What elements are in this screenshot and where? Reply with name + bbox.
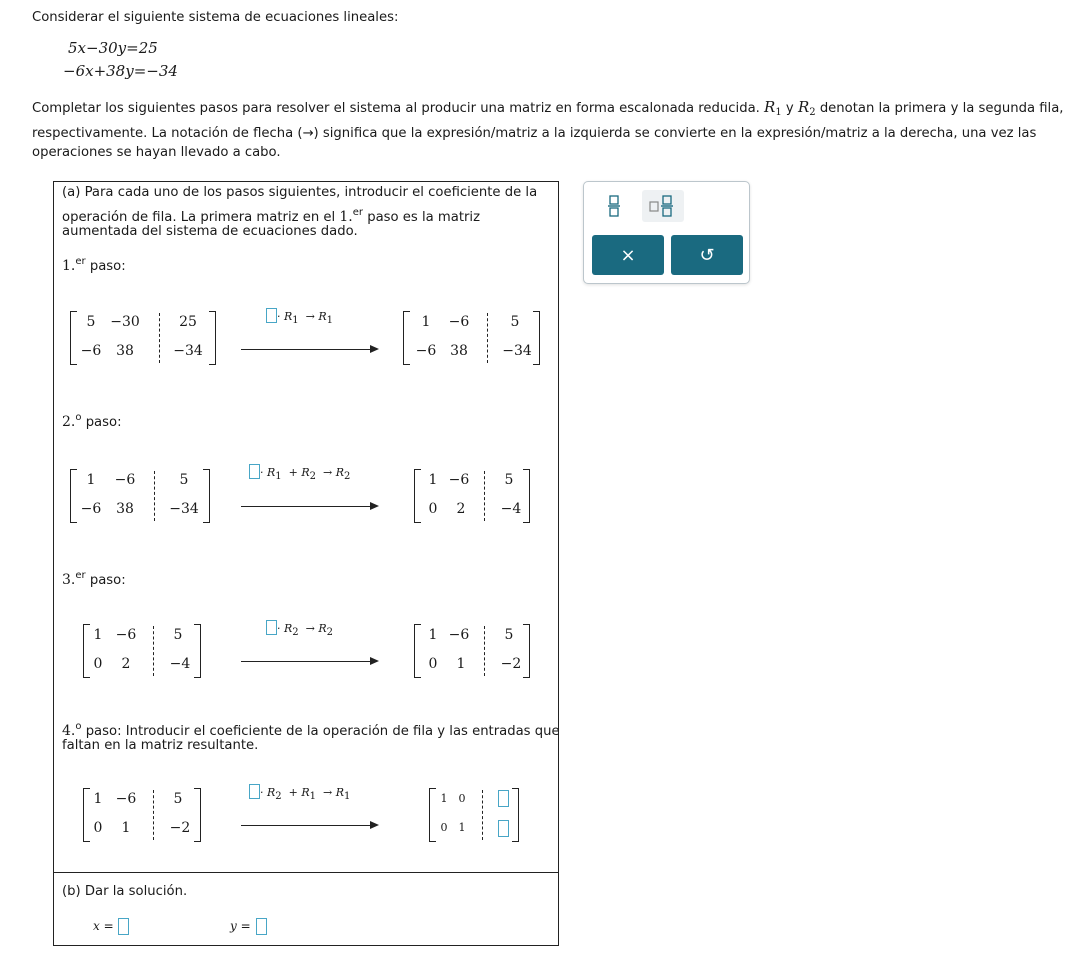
fraction-icon: [607, 194, 621, 218]
matrix-cell: −6: [114, 472, 136, 488]
step-1-right-matrix: [403, 311, 540, 365]
equation-2: −6x+38y=−34: [63, 62, 178, 80]
matrix-cell: 0: [93, 656, 103, 672]
step-2-right-matrix: [414, 469, 530, 523]
part-a-line-1: (a) Para cada uno de los pasos siguientes, introducir el coeficiente de la: [62, 185, 538, 200]
step-4-label-cont: faltan en la matriz resultante.: [62, 738, 259, 753]
step-3-left-matrix: [83, 624, 201, 678]
matrix-cell: −6: [80, 501, 102, 517]
step-4-label: 4.$^o$ paso: Introducir el coeficiente de la operación de fila y las entradas que: [62, 721, 560, 739]
fraction-button[interactable]: [596, 190, 632, 222]
y-answer-input[interactable]: [256, 918, 267, 935]
matrix-cell: 1: [93, 627, 103, 643]
matrix-cell: 2: [456, 501, 466, 517]
matrix-cell: −6: [80, 343, 102, 359]
matrix-cell: −6: [448, 314, 470, 330]
part-a-line-3: aumentada del sistema de ecuaciones dado.: [62, 224, 358, 239]
step-2-arrow: [241, 506, 371, 507]
mixed-number-button[interactable]: [642, 190, 684, 222]
step-4-right-matrix: [429, 788, 519, 842]
matrix-cell: 1: [428, 472, 438, 488]
matrix-cell: −6: [448, 627, 470, 643]
matrix-cell: 5: [179, 472, 189, 488]
result-entry-input[interactable]: [498, 820, 509, 837]
matrix-cell: 1: [86, 472, 96, 488]
matrix-cell: −6: [448, 472, 470, 488]
step-2-left-matrix: [70, 469, 210, 523]
matrix-cell: 0: [440, 821, 448, 834]
coefficient-input[interactable]: [266, 308, 277, 323]
matrix-cell: 1: [121, 820, 131, 836]
matrix-cell: −6: [415, 343, 437, 359]
matrix-cell: 0: [93, 820, 103, 836]
step-1-left-matrix: [70, 311, 216, 365]
matrix-cell: 0: [428, 501, 438, 517]
matrix-cell: 1: [440, 792, 448, 805]
part-a-line-2: operación de fila. La primera matriz en el 1.$^{er}$ paso es la matriz: [62, 207, 481, 225]
instructions-line-2: respectivamente. La notación de flecha (→) significa que la expresión/matriz a la izquierda se convierte en la expresión/matriz a la derecha, una vez las: [32, 126, 1037, 141]
undo-button[interactable]: ↺: [671, 235, 743, 275]
matrix-cell: −6: [115, 791, 137, 807]
step-1-arrow: [241, 349, 371, 350]
matrix-cell: 5: [173, 627, 183, 643]
matrix-cell: 1: [428, 627, 438, 643]
step-2-operation: · R1 + R2 → R2: [249, 464, 350, 482]
matrix-cell: 2: [121, 656, 131, 672]
matrix-cell: −30: [110, 314, 140, 330]
x-label: x =: [93, 919, 114, 933]
intro-text: Considerar el siguiente sistema de ecuaciones lineales:: [32, 10, 399, 25]
step-4-arrow: [241, 825, 371, 826]
matrix-cell: −34: [173, 343, 203, 359]
step-3-right-matrix: [414, 624, 530, 678]
matrix-cell: 0: [428, 656, 438, 672]
matrix-cell: 1: [93, 791, 103, 807]
part-b-label: (b) Dar la solución.: [62, 884, 188, 899]
step-3-arrow: [241, 661, 371, 662]
matrix-cell: 0: [458, 792, 466, 805]
coefficient-input[interactable]: [249, 464, 260, 479]
matrix-cell: −34: [169, 501, 199, 517]
instructions-line-1: Completar los siguientes pasos para resolver el sistema al producir una matriz en forma escalonada reducida. $R_1$ y $R_2$ denotan la primera y la segunda fila,: [32, 98, 1064, 118]
result-entry-input[interactable]: [498, 790, 509, 807]
matrix-cell: 1: [421, 314, 431, 330]
step-1-label: 1.$^{er}$ paso:: [62, 256, 126, 274]
equation-1: 5x−30y=25: [68, 39, 158, 57]
matrix-cell: 5: [173, 791, 183, 807]
matrix-cell: −4: [169, 656, 191, 672]
matrix-cell: −2: [169, 820, 191, 836]
matrix-cell: −6: [115, 627, 137, 643]
y-label: y =: [230, 919, 251, 933]
instructions-line-3: operaciones se hayan llevado a cabo.: [32, 145, 281, 160]
section-divider: [53, 872, 559, 873]
clear-button[interactable]: ×: [592, 235, 664, 275]
coefficient-input[interactable]: [249, 784, 260, 799]
matrix-cell: 1: [458, 821, 466, 834]
matrix-cell: 1: [456, 656, 466, 672]
matrix-cell: −2: [500, 656, 522, 672]
matrix-cell: −4: [500, 501, 522, 517]
matrix-cell: 5: [504, 627, 514, 643]
matrix-cell: 5: [504, 472, 514, 488]
matrix-cell: 38: [450, 343, 468, 359]
step-1-operation: · R1 → R1: [266, 308, 333, 326]
step-2-label: 2.$^o$ paso:: [62, 412, 122, 430]
matrix-cell: 38: [116, 343, 134, 359]
coefficient-input[interactable]: [266, 620, 277, 635]
x-answer-input[interactable]: [118, 918, 129, 935]
math-toolbar: [583, 181, 750, 284]
matrix-cell: −34: [502, 343, 532, 359]
step-3-operation: · R2 → R2: [266, 620, 333, 638]
matrix-cell: 5: [510, 314, 520, 330]
step-4-operation: · R2 + R1 → R1: [249, 784, 350, 802]
matrix-cell: 25: [179, 314, 197, 330]
step-4-left-matrix: [83, 788, 201, 842]
step-3-label: 3.$^{er}$ paso:: [62, 570, 126, 588]
matrix-cell: 38: [116, 501, 134, 517]
matrix-cell: 5: [86, 314, 96, 330]
mixed-number-icon: [649, 194, 677, 218]
